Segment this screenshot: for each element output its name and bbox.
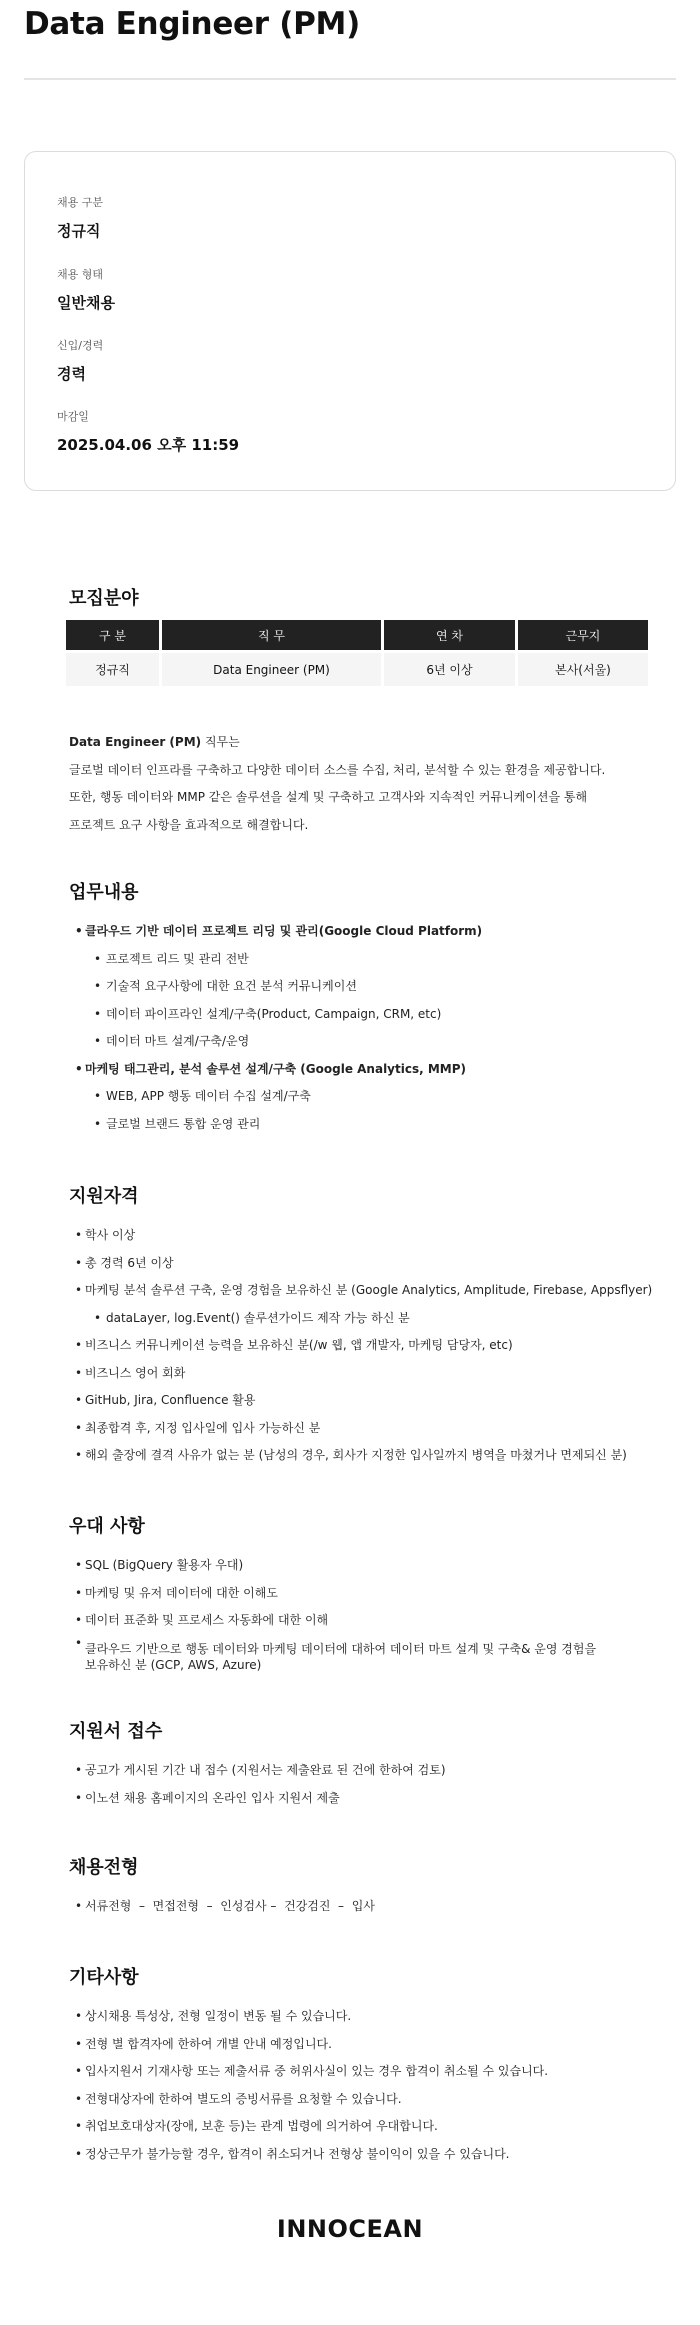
info-career-level bbox=[57, 337, 103, 384]
description-line: 글로벌 데이터 인프라를 구축하고 다양한 데이터 소스를 수집, 처리, 분석할 수 있는 환경을 제공합니다. bbox=[69, 762, 606, 777]
list-item: • 프로젝트 리드 및 관리 전반 bbox=[69, 946, 482, 974]
description-line: 프로젝트 요구 사항을 효과적으로 해결합니다. bbox=[69, 817, 309, 832]
process-list bbox=[69, 1893, 375, 1921]
table-cell: 본사(서울) bbox=[518, 650, 648, 686]
list-item bbox=[69, 1635, 596, 1677]
list-item: • 전형 별 합격자에 한하여 개별 안내 예정입니다. bbox=[69, 2031, 548, 2059]
etc-list bbox=[69, 2003, 548, 2168]
section-title-process: 채용전형 bbox=[69, 1857, 139, 1878]
list-item: • 마케팅 분석 솔루션 구축, 운영 경험을 보유하신 분 (Google Analytics, Amplitude, Firebase, Appsflyer) bbox=[69, 1277, 652, 1305]
section-title-etc: 기타사항 bbox=[69, 1967, 139, 1988]
list-item: • 마케팅 및 유저 데이터에 대한 이해도 bbox=[69, 1580, 596, 1608]
list-item: • GitHub, Jira, Confluence 활용 bbox=[69, 1387, 652, 1415]
list-item: • 기술적 요구사항에 대한 요건 분석 커뮤니케이션 bbox=[69, 973, 482, 1001]
list-item: • 총 경력 6년 이상 bbox=[69, 1250, 652, 1278]
table-header-cell: 연 차 bbox=[384, 620, 515, 650]
list-item: • SQL (BigQuery 활용자 우대) bbox=[69, 1552, 596, 1580]
job-info-card bbox=[24, 151, 676, 491]
list-item: • 학사 이상 bbox=[69, 1222, 652, 1250]
list-item-line: 보유하신 분 (GCP, AWS, Azure) bbox=[85, 1657, 262, 1672]
qualifications-list bbox=[69, 1222, 652, 1470]
info-label: 신입/경력 bbox=[57, 339, 104, 352]
info-value: 경력 bbox=[57, 365, 86, 383]
table-header-row bbox=[66, 620, 648, 650]
description-line: 또한, 행동 데이터와 MMP 같은 솔루션을 설계 및 구축하고 고객사와 지속적인 커뮤니케이션을 통해 bbox=[69, 790, 588, 804]
table-row bbox=[66, 650, 648, 686]
innocean-logo: INNOCEAN bbox=[276, 2215, 424, 2243]
info-label: 채용 형태 bbox=[57, 268, 104, 281]
list-item: • 데이터 마트 설계/구축/운영 bbox=[69, 1028, 482, 1056]
list-item: • 비즈니스 커뮤니케이션 능력을 보유하신 분(/w 웹, 앱 개발자, 마케팅 담당자, etc) bbox=[69, 1332, 652, 1360]
info-value: 정규직 bbox=[57, 222, 101, 240]
list-item: • 정상근무가 불가능할 경우, 합격이 취소되거나 전형상 불이익이 있을 수 있습니다. bbox=[69, 2141, 548, 2169]
duties-list bbox=[69, 918, 482, 1138]
list-item: • 취업보호대상자(장애, 보훈 등)는 관계 법령에 의거하여 우대합니다. bbox=[69, 2113, 548, 2141]
list-item: • dataLayer, log.Event() 솔루션가이드 제작 가능 하신 분 bbox=[69, 1305, 652, 1333]
table-header-cell: 구 분 bbox=[66, 620, 159, 650]
table-cell: 6년 이상 bbox=[384, 650, 515, 686]
list-item: • 전형대상자에 한하여 별도의 증빙서류를 요청할 수 있습니다. bbox=[69, 2086, 548, 2114]
section-title-preferred: 우대 사항 bbox=[69, 1516, 145, 1537]
info-label: 채용 구분 bbox=[57, 196, 104, 209]
page-title: Data Engineer (PM) bbox=[24, 6, 360, 42]
role-name: Data Engineer (PM) bbox=[69, 735, 202, 749]
section-title-duties: 업무내용 bbox=[69, 882, 139, 903]
list-item: • 이노션 채용 홈페이지의 온라인 입사 지원서 제출 bbox=[69, 1785, 446, 1813]
title-divider bbox=[24, 78, 676, 80]
table-cell: Data Engineer (PM) bbox=[162, 650, 381, 686]
section-title-recruit: 모집분야 bbox=[69, 588, 139, 609]
preferred-list bbox=[69, 1552, 596, 1677]
table-header-cell: 근무지 bbox=[518, 620, 648, 650]
role-description-lead bbox=[69, 729, 605, 757]
section-title-apply: 지원서 접수 bbox=[69, 1721, 163, 1742]
process-steps: • 서류전형 – 면접전형 – 인성검사 – 건강검진 – 입사 bbox=[69, 1893, 375, 1921]
list-item-line: 클라우드 기반으로 행동 데이터와 마케팅 데이터에 대하여 데이터 마트 설계 및 구축& 운영 경험을 bbox=[85, 1641, 597, 1656]
list-item: • 최종합격 후, 지정 입사일에 입사 가능하신 분 bbox=[69, 1415, 652, 1443]
list-item: • 글로벌 브랜드 통합 운영 관리 bbox=[69, 1111, 482, 1139]
role-lead-suffix: 직무는 bbox=[201, 735, 240, 749]
list-item: • 해외 출장에 결격 사유가 없는 분 (남성의 경우, 회사가 지정한 입사일까지 병역을 마쳤거나 면제되신 분) bbox=[69, 1442, 652, 1470]
info-employment-category bbox=[57, 194, 103, 241]
section-title-qualifications: 지원자격 bbox=[69, 1186, 139, 1207]
recruit-table bbox=[63, 620, 651, 686]
list-item: • 상시채용 특성상, 전형 일정이 변동 될 수 있습니다. bbox=[69, 2003, 548, 2031]
list-item: • 클라우드 기반 데이터 프로젝트 리딩 및 관리(Google Cloud Platform) bbox=[69, 918, 482, 946]
list-item: • 마케팅 태그관리, 분석 솔루션 설계/구축 (Google Analytics, MMP) bbox=[69, 1056, 482, 1084]
list-item: • 데이터 파이프라인 설계/구축(Product, Campaign, CRM, etc) bbox=[69, 1001, 482, 1029]
info-value: 2025.04.06 오후 11:59 bbox=[57, 436, 240, 454]
apply-list bbox=[69, 1757, 446, 1812]
list-item: • 공고가 게시된 기간 내 접수 (지원서는 제출완료 된 건에 한하여 검토) bbox=[69, 1757, 446, 1785]
table-cell: 정규직 bbox=[66, 650, 159, 686]
info-label: 마감일 bbox=[57, 410, 89, 423]
list-item: • 비즈니스 영어 회화 bbox=[69, 1360, 652, 1388]
list-item: • WEB, APP 행동 데이터 수집 설계/구축 bbox=[69, 1083, 482, 1111]
role-description bbox=[69, 729, 605, 839]
list-item: • 입사지원서 기재사항 또는 제출서류 중 허위사실이 있는 경우 합격이 취소될 수 있습니다. bbox=[69, 2058, 548, 2086]
table-header-cell: 직 무 bbox=[162, 620, 381, 650]
info-value: 일반채용 bbox=[57, 294, 115, 312]
list-item: • 데이터 표준화 및 프로세스 자동화에 대한 이해 bbox=[69, 1607, 596, 1635]
info-deadline bbox=[57, 408, 239, 455]
info-hiring-type bbox=[57, 266, 115, 313]
